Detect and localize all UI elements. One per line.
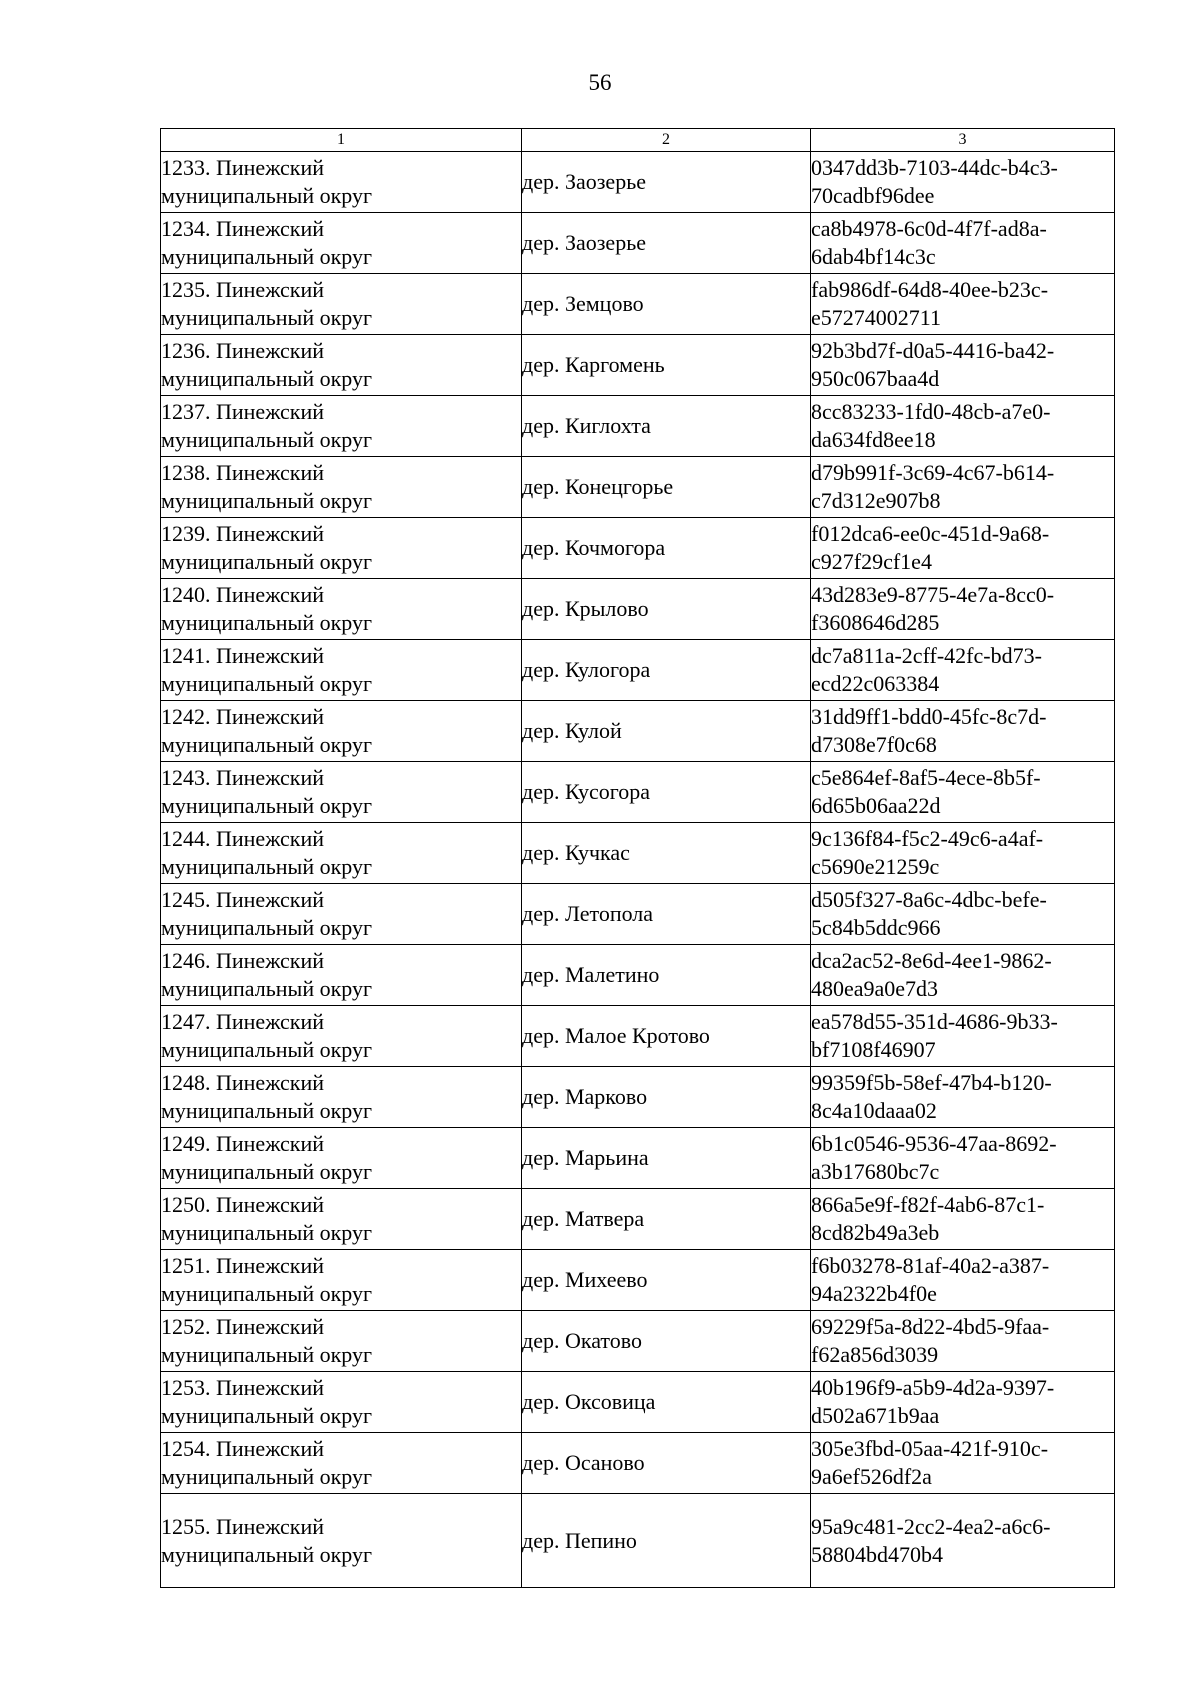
district-text: муниципальный округ xyxy=(161,732,373,757)
district-text: 1236. Пинежский xyxy=(161,338,325,363)
district-text: 1240. Пинежский xyxy=(161,582,325,607)
district-cell xyxy=(161,1494,522,1588)
table-body xyxy=(161,152,1115,1588)
identifier-text: f6b03278-81af-40a2-a387- xyxy=(811,1253,1050,1278)
settlement-cell: дер. Земцово xyxy=(522,274,811,335)
settlement-cell: дер. Кусогора xyxy=(522,762,811,823)
identifier-text: 58804bd470b4 xyxy=(811,1541,943,1567)
identifier-text: bf7108f46907 xyxy=(811,1037,936,1062)
identifier-cell xyxy=(811,518,1115,579)
district-text: муниципальный округ xyxy=(161,305,373,330)
identifier-text: ca8b4978-6c0d-4f7f-ad8a- xyxy=(811,216,1047,241)
identifier-cell xyxy=(811,1128,1115,1189)
identifier-text: 70cadbf96dee xyxy=(811,183,935,208)
settlement-cell: дер. Киглохта xyxy=(522,396,811,457)
identifier-text: 8cc83233-1fd0-48cb-a7e0- xyxy=(811,399,1051,424)
identifier-cell xyxy=(811,640,1115,701)
identifier-text: f012dca6-ee0c-451d-9a68- xyxy=(811,521,1050,546)
table-row xyxy=(161,762,1115,823)
identifier-text: d502a671b9aa xyxy=(811,1403,940,1428)
table-row xyxy=(161,1128,1115,1189)
district-cell xyxy=(161,274,522,335)
table-row xyxy=(161,152,1115,213)
table-row xyxy=(161,701,1115,762)
district-text: муниципальный округ xyxy=(161,1541,373,1567)
identifier-text: c5e864ef-8af5-4ece-8b5f- xyxy=(811,765,1041,790)
identifier-text: 69229f5a-8d22-4bd5-9faa- xyxy=(811,1314,1050,1339)
district-text: 1247. Пинежский xyxy=(161,1009,325,1034)
district-text: муниципальный округ xyxy=(161,549,373,574)
district-text: 1251. Пинежский xyxy=(161,1253,325,1278)
identifier-text: c927f29cf1e4 xyxy=(811,549,932,574)
district-text: муниципальный округ xyxy=(161,793,373,818)
identifier-text: 6dab4bf14c3c xyxy=(811,244,936,269)
table-row xyxy=(161,1494,1115,1588)
table-row xyxy=(161,1250,1115,1311)
district-cell xyxy=(161,213,522,274)
district-text: 1255. Пинежский xyxy=(161,1513,325,1539)
identifier-text: f62a856d3039 xyxy=(811,1342,939,1367)
district-text: муниципальный округ xyxy=(161,1403,373,1428)
identifier-cell xyxy=(811,457,1115,518)
identifier-cell xyxy=(811,579,1115,640)
identifier-cell xyxy=(811,335,1115,396)
district-text: муниципальный округ xyxy=(161,366,373,391)
table-row xyxy=(161,884,1115,945)
identifier-text: d7308e7f0c68 xyxy=(811,732,937,757)
settlement-cell: дер. Кочмогора xyxy=(522,518,811,579)
identifier-text: 31dd9ff1-bdd0-45fc-8c7d- xyxy=(811,704,1047,729)
identifier-cell xyxy=(811,213,1115,274)
identifier-cell xyxy=(811,884,1115,945)
settlement-cell: дер. Михеево xyxy=(522,1250,811,1311)
district-text: 1246. Пинежский xyxy=(161,948,325,973)
column-header-2: 2 xyxy=(522,129,811,152)
district-text: муниципальный округ xyxy=(161,671,373,696)
district-text: 1237. Пинежский xyxy=(161,399,325,424)
identifier-cell xyxy=(811,274,1115,335)
settlement-cell: дер. Крылово xyxy=(522,579,811,640)
table-row xyxy=(161,1067,1115,1128)
identifier-text: 0347dd3b-7103-44dc-b4c3- xyxy=(811,155,1058,180)
district-cell xyxy=(161,1067,522,1128)
settlement-cell: дер. Оксовица xyxy=(522,1372,811,1433)
identifier-text: 950c067baa4d xyxy=(811,366,940,391)
settlement-cell: дер. Заозерье xyxy=(522,213,811,274)
identifier-text: da634fd8ee18 xyxy=(811,427,936,452)
district-text: муниципальный округ xyxy=(161,488,373,513)
district-cell xyxy=(161,701,522,762)
district-cell xyxy=(161,579,522,640)
district-text: муниципальный округ xyxy=(161,1220,373,1245)
identifier-text: 9a6ef526df2a xyxy=(811,1464,932,1489)
identifier-cell xyxy=(811,1433,1115,1494)
identifier-cell xyxy=(811,1372,1115,1433)
district-text: 1250. Пинежский xyxy=(161,1192,325,1217)
identifier-text: 95a9c481-2cc2-4ea2-a6c6- xyxy=(811,1513,1051,1539)
table-row xyxy=(161,579,1115,640)
header-row xyxy=(161,129,1115,152)
settlement-cell: дер. Окатово xyxy=(522,1311,811,1372)
table-row xyxy=(161,274,1115,335)
table-row xyxy=(161,1189,1115,1250)
district-text: 1233. Пинежский xyxy=(161,155,325,180)
settlement-cell: дер. Матвера xyxy=(522,1189,811,1250)
identifier-text: c7d312e907b8 xyxy=(811,488,941,513)
district-cell xyxy=(161,1433,522,1494)
district-text: муниципальный округ xyxy=(161,244,373,269)
table-row xyxy=(161,1006,1115,1067)
settlement-cell: дер. Малетино xyxy=(522,945,811,1006)
district-cell xyxy=(161,1128,522,1189)
settlement-cell: дер. Конецгорье xyxy=(522,457,811,518)
page-number: 56 xyxy=(588,70,612,95)
identifier-text: a3b17680bc7c xyxy=(811,1159,940,1184)
district-text: муниципальный округ xyxy=(161,610,373,635)
district-text: муниципальный округ xyxy=(161,1159,373,1184)
district-text: 1248. Пинежский xyxy=(161,1070,325,1095)
settlement-cell: дер. Кучкас xyxy=(522,823,811,884)
table-row xyxy=(161,335,1115,396)
table-row xyxy=(161,1372,1115,1433)
district-text: муниципальный округ xyxy=(161,915,373,940)
settlement-cell: дер. Каргомень xyxy=(522,335,811,396)
settlement-cell: дер. Кулогора xyxy=(522,640,811,701)
district-cell xyxy=(161,1311,522,1372)
district-cell xyxy=(161,640,522,701)
identifier-text: 866a5e9f-f82f-4ab6-87c1- xyxy=(811,1192,1045,1217)
district-cell xyxy=(161,152,522,213)
district-text: 1254. Пинежский xyxy=(161,1436,325,1461)
district-text: муниципальный округ xyxy=(161,183,373,208)
identifier-text: d79b991f-3c69-4c67-b614- xyxy=(811,460,1055,485)
district-text: 1243. Пинежский xyxy=(161,765,325,790)
table-row xyxy=(161,823,1115,884)
identifier-cell xyxy=(811,762,1115,823)
district-cell xyxy=(161,1250,522,1311)
settlement-cell: дер. Малое Кротово xyxy=(522,1006,811,1067)
identifier-text: e57274002711 xyxy=(811,305,941,330)
identifier-text: c5690e21259c xyxy=(811,854,940,879)
district-text: 1235. Пинежский xyxy=(161,277,325,302)
identifier-text: 9c136f84-f5c2-49c6-a4af- xyxy=(811,826,1044,851)
identifier-text: fab986df-64d8-40ee-b23c- xyxy=(811,277,1049,302)
table-row xyxy=(161,640,1115,701)
settlement-cell: дер. Кулой xyxy=(522,701,811,762)
identifier-cell xyxy=(811,1067,1115,1128)
identifier-cell xyxy=(811,1250,1115,1311)
settlement-cell: дер. Осаново xyxy=(522,1433,811,1494)
district-text: муниципальный округ xyxy=(161,854,373,879)
district-cell xyxy=(161,1372,522,1433)
district-cell xyxy=(161,335,522,396)
table-row xyxy=(161,457,1115,518)
identifier-text: dca2ac52-8e6d-4ee1-9862- xyxy=(811,948,1052,973)
identifier-text: 8cd82b49a3eb xyxy=(811,1220,940,1245)
district-cell xyxy=(161,457,522,518)
identifier-text: dc7a811a-2cff-42fc-bd73- xyxy=(811,643,1042,668)
identifier-cell xyxy=(811,1311,1115,1372)
district-text: 1244. Пинежский xyxy=(161,826,325,851)
column-header-3: 3 xyxy=(811,129,1115,152)
district-text: 1245. Пинежский xyxy=(161,887,325,912)
district-text: 1238. Пинежский xyxy=(161,460,325,485)
identifier-text: 94a2322b4f0e xyxy=(811,1281,937,1306)
table-row xyxy=(161,213,1115,274)
district-text: 1241. Пинежский xyxy=(161,643,325,668)
settlement-cell: дер. Летопола xyxy=(522,884,811,945)
identifier-text: 8c4a10daaa02 xyxy=(811,1098,937,1123)
district-cell xyxy=(161,396,522,457)
district-cell xyxy=(161,1006,522,1067)
identifier-text: 99359f5b-58ef-47b4-b120- xyxy=(811,1070,1052,1095)
table-row xyxy=(161,1311,1115,1372)
district-text: муниципальный округ xyxy=(161,1464,373,1489)
identifier-cell xyxy=(811,701,1115,762)
district-cell xyxy=(161,884,522,945)
district-cell xyxy=(161,518,522,579)
district-text: 1252. Пинежский xyxy=(161,1314,325,1339)
district-text: муниципальный округ xyxy=(161,1281,373,1306)
district-cell xyxy=(161,945,522,1006)
district-text: муниципальный округ xyxy=(161,1342,373,1367)
district-text: муниципальный округ xyxy=(161,976,373,1001)
identifier-cell xyxy=(811,945,1115,1006)
identifier-cell xyxy=(811,1494,1115,1588)
table-row xyxy=(161,396,1115,457)
district-text: 1242. Пинежский xyxy=(161,704,325,729)
identifier-cell xyxy=(811,396,1115,457)
settlements-table xyxy=(160,128,1115,1588)
district-cell xyxy=(161,1189,522,1250)
identifier-text: 305e3fbd-05aa-421f-910c- xyxy=(811,1436,1049,1461)
identifier-text: d505f327-8a6c-4dbc-befe- xyxy=(811,887,1047,912)
identifier-text: 40b196f9-a5b9-4d2a-9397- xyxy=(811,1375,1055,1400)
district-text: муниципальный округ xyxy=(161,427,373,452)
identifier-text: 43d283e9-8775-4e7a-8cc0- xyxy=(811,582,1055,607)
settlement-cell: дер. Марково xyxy=(522,1067,811,1128)
table-row xyxy=(161,1433,1115,1494)
district-text: 1253. Пинежский xyxy=(161,1375,325,1400)
identifier-text: 6d65b06aa22d xyxy=(811,793,941,818)
settlement-cell: дер. Марьина xyxy=(522,1128,811,1189)
identifier-text: 6b1c0546-9536-47aa-8692- xyxy=(811,1131,1057,1156)
identifier-cell xyxy=(811,1006,1115,1067)
district-text: 1234. Пинежский xyxy=(161,216,325,241)
identifier-cell xyxy=(811,823,1115,884)
table-row xyxy=(161,945,1115,1006)
identifier-text: 5c84b5ddc966 xyxy=(811,915,941,940)
identifier-cell xyxy=(811,1189,1115,1250)
identifier-text: 92b3bd7f-d0a5-4416-ba42- xyxy=(811,338,1055,363)
district-text: 1249. Пинежский xyxy=(161,1131,325,1156)
settlement-cell: дер. Заозерье xyxy=(522,152,811,213)
district-text: 1239. Пинежский xyxy=(161,521,325,546)
district-text: муниципальный округ xyxy=(161,1098,373,1123)
identifier-text: f3608646d285 xyxy=(811,610,940,635)
table-row xyxy=(161,518,1115,579)
identifier-text: ecd22c063384 xyxy=(811,671,940,696)
identifier-text: 480ea9a0e7d3 xyxy=(811,976,939,1001)
column-header-1: 1 xyxy=(161,129,522,152)
identifier-text: ea578d55-351d-4686-9b33- xyxy=(811,1009,1058,1034)
district-text: муниципальный округ xyxy=(161,1037,373,1062)
settlement-cell: дер. Пепино xyxy=(522,1494,811,1588)
identifier-cell xyxy=(811,152,1115,213)
district-cell xyxy=(161,823,522,884)
district-cell xyxy=(161,762,522,823)
